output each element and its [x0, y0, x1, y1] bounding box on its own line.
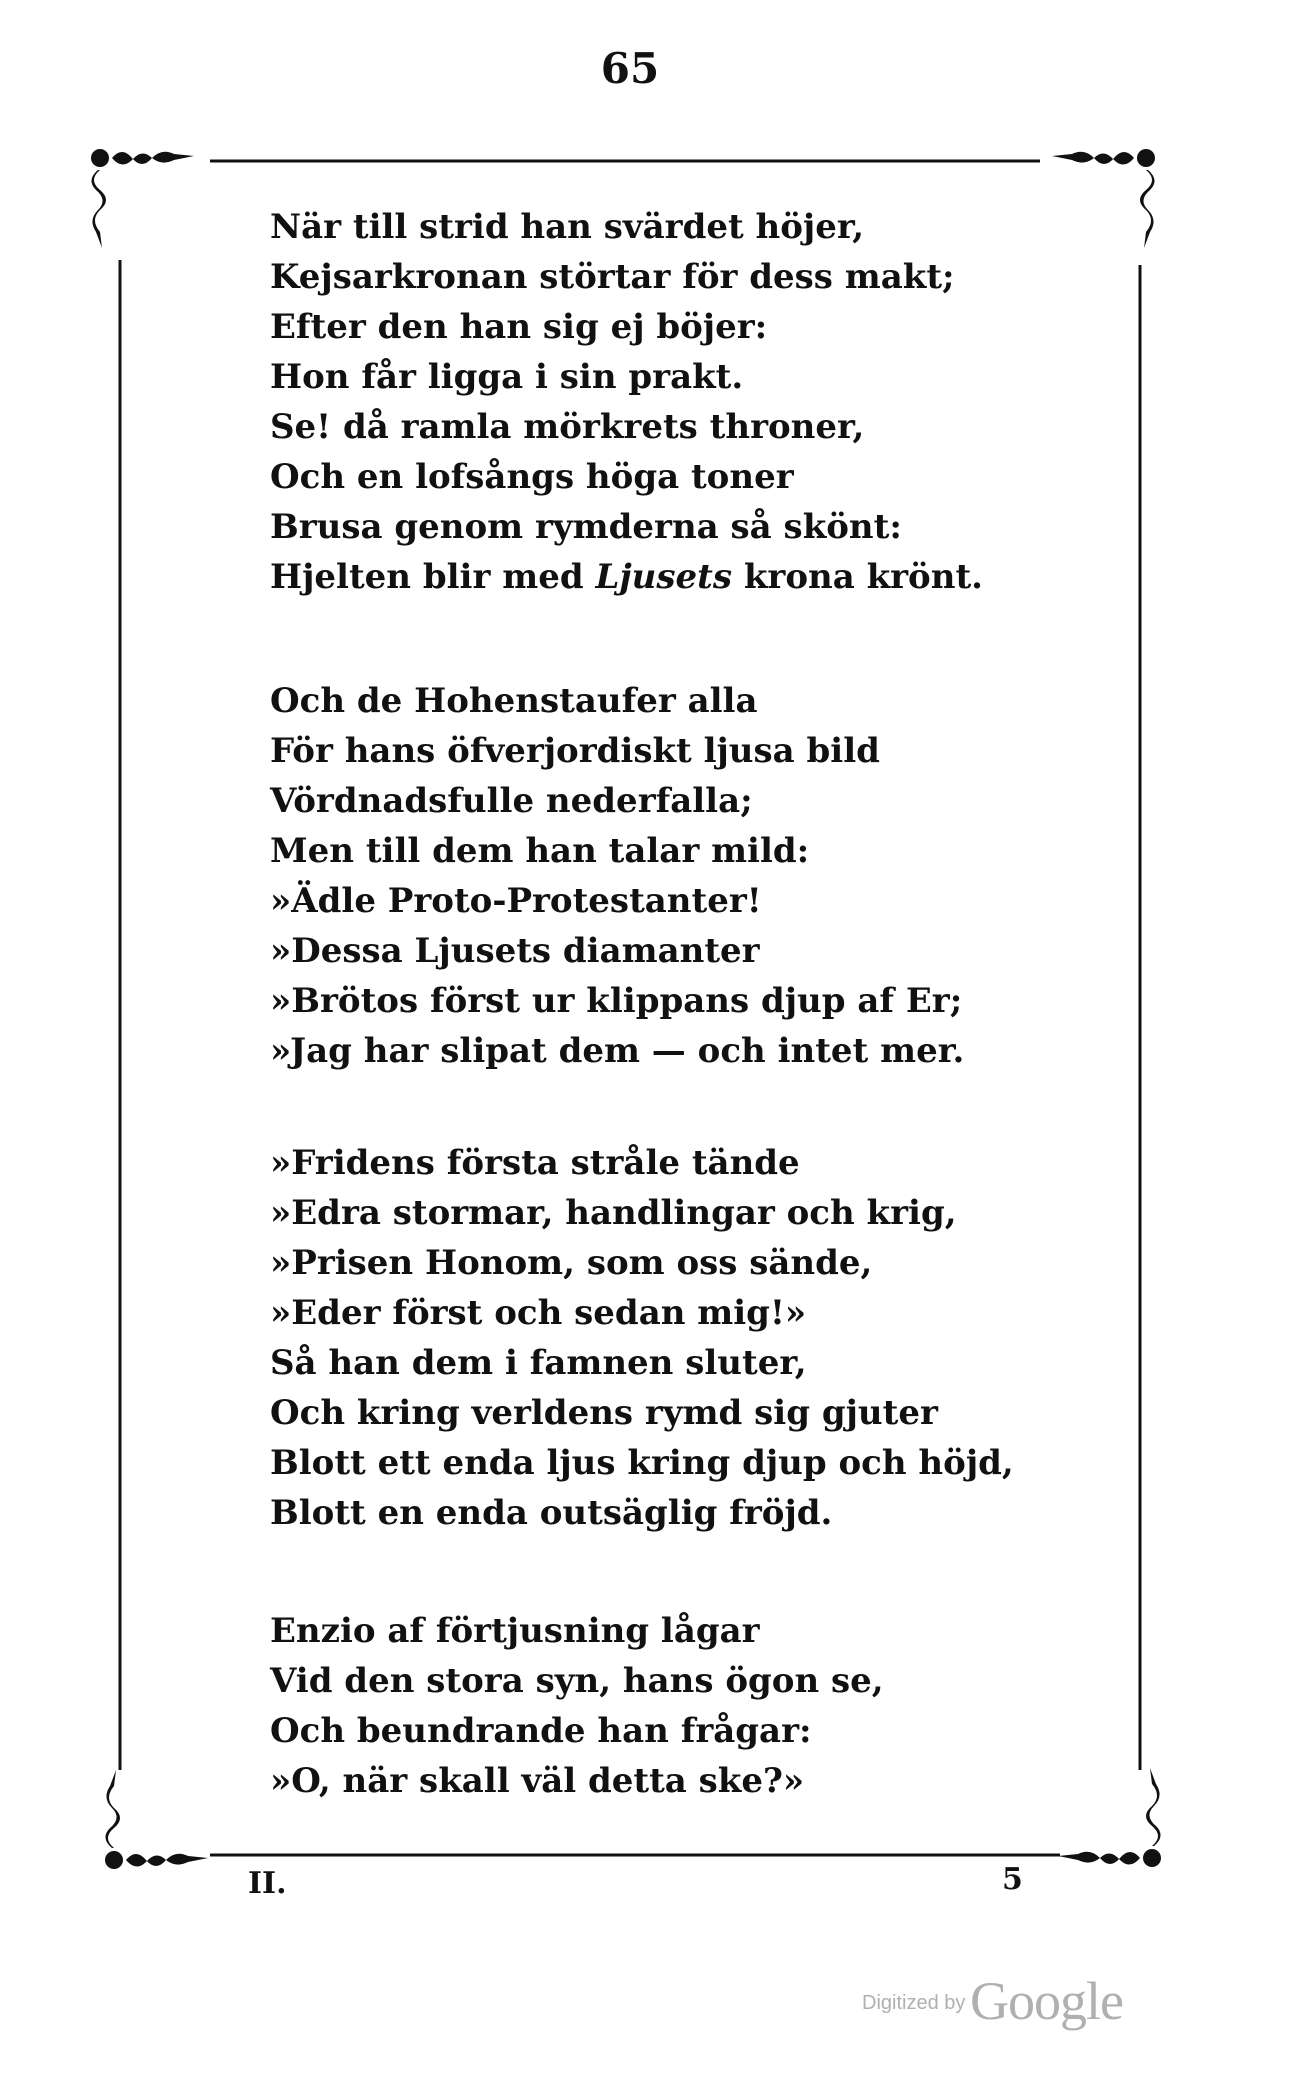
poem-line: »Prisen Honom, som oss sände,	[270, 1243, 873, 1283]
poem-line: Och en lofsångs höga toner	[270, 457, 794, 497]
stanza-2	[270, 676, 1170, 1076]
poem-line: »O, när skall väl detta ske?»	[270, 1761, 805, 1801]
poem-line: Och de Hohenstaufer alla	[270, 681, 758, 721]
poem-line: »Fridens första stråle tände	[270, 1143, 800, 1183]
poem-line: »Ädle Proto-Protestanter!	[270, 881, 762, 921]
poem-line: För hans öfverjordiskt ljusa bild	[270, 731, 880, 771]
poem-line: Brusa genom rymderna så skönt:	[270, 507, 902, 547]
poem-line: Efter den han sig ej böjer:	[270, 307, 768, 347]
poem-line: Kejsarkronan störtar för dess makt;	[270, 257, 955, 297]
stanza-4	[270, 1606, 1170, 1806]
poem-line: Men till dem han talar mild:	[270, 831, 810, 871]
poem-line: »Eder först och sedan mig!»	[270, 1293, 807, 1333]
emphasized-word: Ljusets	[595, 557, 733, 597]
poem-line: »Dessa Ljusets diamanter	[270, 931, 760, 971]
poem-line: Blott en enda outsäglig fröjd.	[270, 1493, 833, 1533]
poem-line: Och beundrande han frågar:	[270, 1711, 812, 1751]
poem-line: Och kring verldens rymd sig gjuter	[270, 1393, 938, 1433]
poem-line: Blott ett enda ljus kring djup och höjd,	[270, 1443, 1014, 1483]
signature-mark: II.	[248, 1866, 287, 1901]
poem-line: Vid den stora syn, hans ögon se,	[270, 1661, 884, 1701]
digitized-by-label: Digitized by	[862, 1992, 966, 2014]
gathering-number: 5	[1002, 1862, 1023, 1897]
corner-ornament-top-left-icon	[91, 149, 194, 248]
poem-line: Vördnadsfulle nederfalla;	[270, 781, 753, 821]
google-logo: Google	[970, 1971, 1123, 2031]
poem-line: Enzio af förtjusning lågar	[270, 1611, 760, 1651]
poem-line: När till strid han svärdet höjer,	[270, 207, 865, 247]
stanza-3	[270, 1138, 1170, 1538]
poem-line: »Edra stormar, handlingar och krig,	[270, 1193, 957, 1233]
corner-ornament-bottom-left-icon	[105, 1770, 208, 1869]
poem-line	[270, 552, 1170, 602]
poem-line-part: Hjelten blir med	[270, 557, 596, 597]
poem-line: »Brötos först ur klippans djup af Er;	[270, 981, 963, 1021]
poem-line: »Jag har slipat dem — och intet mer.	[270, 1031, 965, 1071]
poem-line: Se! då ramla mörkrets throner,	[270, 407, 865, 447]
poem-line: Hon får ligga i sin prakt.	[270, 357, 744, 397]
poem-line-part: krona krönt.	[732, 557, 983, 597]
stanza-1	[270, 202, 1170, 602]
poem-line: Så han dem i famnen sluter,	[270, 1343, 807, 1383]
page-number: 65	[600, 44, 660, 93]
